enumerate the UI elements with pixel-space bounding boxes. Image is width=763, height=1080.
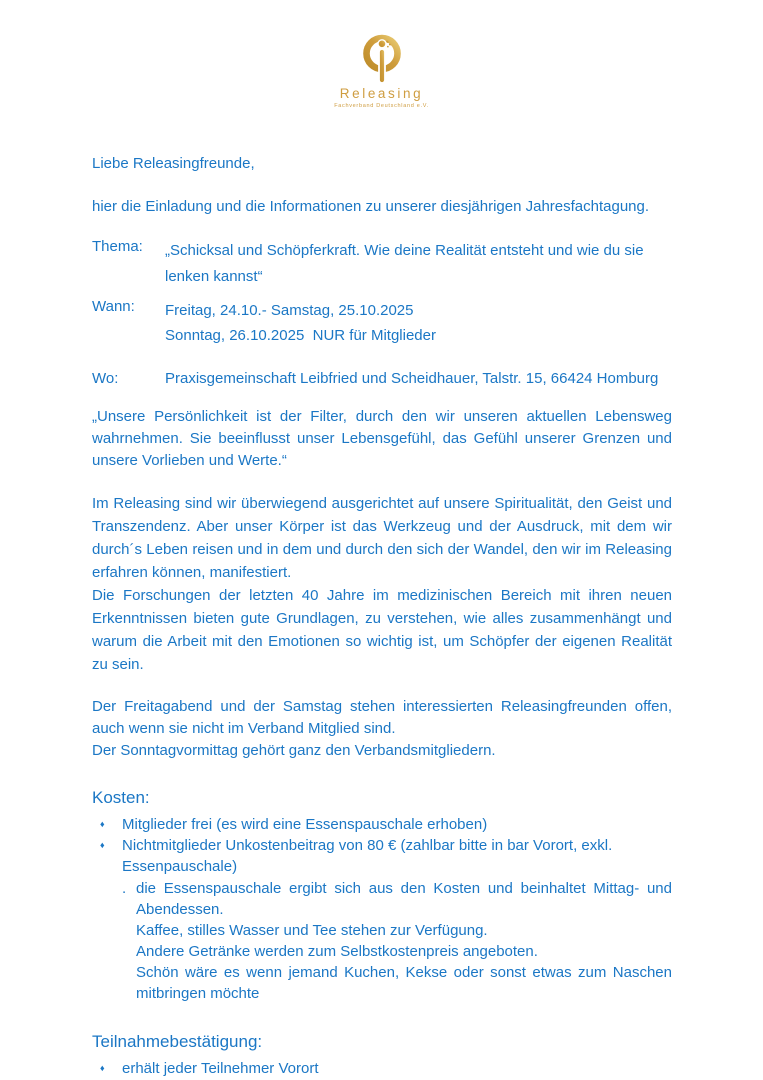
wann-line-1: Freitag, 24.10.- Samstag, 25.10.2025 bbox=[165, 302, 414, 319]
kosten-sublist bbox=[122, 878, 672, 1004]
list-item-text: Mitglieder frei (es wird eine Essenspauschale erhoben) bbox=[122, 816, 488, 833]
quote-paragraph: „Unsere Persönlichkeit ist der Filter, durch den wir unseren aktuellen Lebensweg wahrnehmen. Sie beeinflusst unser Lebensgefühl, das Gefühl unserer Grenzen und unsere Vorlieben und Werte.“ bbox=[92, 408, 672, 469]
list-item-line: Essenpauschale) bbox=[122, 858, 238, 875]
wann-line-2: Sonntag, 26.10.2025 NUR für Mitglieder bbox=[165, 327, 436, 344]
wann-value bbox=[165, 298, 672, 348]
list-item bbox=[92, 814, 672, 835]
wo-row bbox=[92, 366, 672, 391]
body-paragraph-1: Im Releasing sind wir überwiegend ausgerichtet auf unsere Spiritualität, den Geist und Transzendenz. Aber unser Körper ist das Werkzeug und der Ausdruck, mit dem wir durch´s Leben reisen und in dem und durch den sich der Wandel, den wir im Releasing erfahren können, manifestiert. bbox=[92, 495, 672, 581]
body-paragraph-4: Der Sonntagvormittag gehört ganz den Verbandsmitgliedern. bbox=[92, 742, 496, 759]
diamond-bullet-icon: ♦ bbox=[100, 819, 105, 829]
body-block-1 bbox=[92, 492, 672, 676]
sub-list-item-text: die Essenspauschale ergibt sich aus den Kosten und beinhaltet Mittag- und Abendessen. bbox=[136, 880, 672, 918]
body-paragraph-3: Der Freitagabend und der Samstag stehen interessierten Releasingfreunden offen, auch wenn sie nicht im Verband Mitglied sind. bbox=[92, 698, 672, 737]
diamond-bullet-icon: ♦ bbox=[100, 1063, 105, 1073]
list-item-text bbox=[122, 835, 672, 877]
sub-line: Schön wäre es wenn jemand Kuchen, Kekse oder sonst etwas zum Naschen mitbringen möchte bbox=[136, 964, 672, 1002]
sub-line: Kaffee, stilles Wasser und Tee stehen zur Verfügung. bbox=[136, 922, 488, 939]
sub-list-lines bbox=[136, 920, 672, 1004]
thema-row bbox=[92, 238, 672, 290]
thema-value: „Schicksal und Schöpferkraft. Wie deine Realität entsteht und wie du sie lenken kannst“ bbox=[165, 242, 644, 285]
intro-line: hier die Einladung und die Informationen zu unserer diesjährigen Jahresfachtagung. bbox=[92, 198, 650, 215]
list-item-text: erhält jeder Teilnehmer Vorort bbox=[122, 1060, 319, 1077]
teilnahme-heading: Teilnahmebestätigung: bbox=[92, 1032, 263, 1051]
list-item bbox=[92, 835, 672, 877]
body-block-2 bbox=[92, 696, 672, 762]
wo-value: Praxisgemeinschaft Leibfried und Scheidhauer, Talstr. 15, 66424 Homburg bbox=[165, 370, 659, 387]
body-paragraph-2: Die Forschungen der letzten 40 Jahre im medizinischen Bereich mit ihren neuen Erkenntnissen bieten gute Grundlagen, zu verstehen, wie alles zusammenhängt und warum die Arbeit mit den Emotionen so wichtig ist, um Schöpfer der eigenen Realität zu sein. bbox=[92, 587, 672, 673]
logo-wordmark: Releasing bbox=[339, 86, 424, 101]
wo-label: Wo: bbox=[92, 370, 119, 387]
dot-bullet-icon: . bbox=[122, 880, 127, 897]
event-details bbox=[92, 238, 672, 391]
kosten-heading: Kosten: bbox=[92, 788, 150, 807]
diamond-bullet-icon: ♦ bbox=[100, 840, 105, 850]
thema-label: Thema: bbox=[92, 238, 143, 255]
salutation: Liebe Releasingfreunde, bbox=[92, 155, 255, 172]
kosten-list bbox=[92, 814, 672, 1004]
list-item-line: Nichtmitglieder Unkostenbeitrag von 80 € (zahlbar bitte in bar Vorort, exkl. bbox=[122, 837, 613, 854]
list-item bbox=[92, 1058, 672, 1079]
logo-subtitle: Fachverband Deutschland e.V. bbox=[334, 103, 429, 109]
wann-row bbox=[92, 298, 672, 348]
letter-content bbox=[0, 153, 763, 1079]
releasing-logo-icon bbox=[357, 33, 407, 85]
sub-list-item bbox=[122, 878, 672, 920]
logo bbox=[0, 0, 763, 109]
wann-label: Wann: bbox=[92, 298, 135, 315]
teilnahme-list bbox=[92, 1058, 672, 1079]
sub-line: Andere Getränke werden zum Selbstkostenpreis angeboten. bbox=[136, 943, 538, 960]
